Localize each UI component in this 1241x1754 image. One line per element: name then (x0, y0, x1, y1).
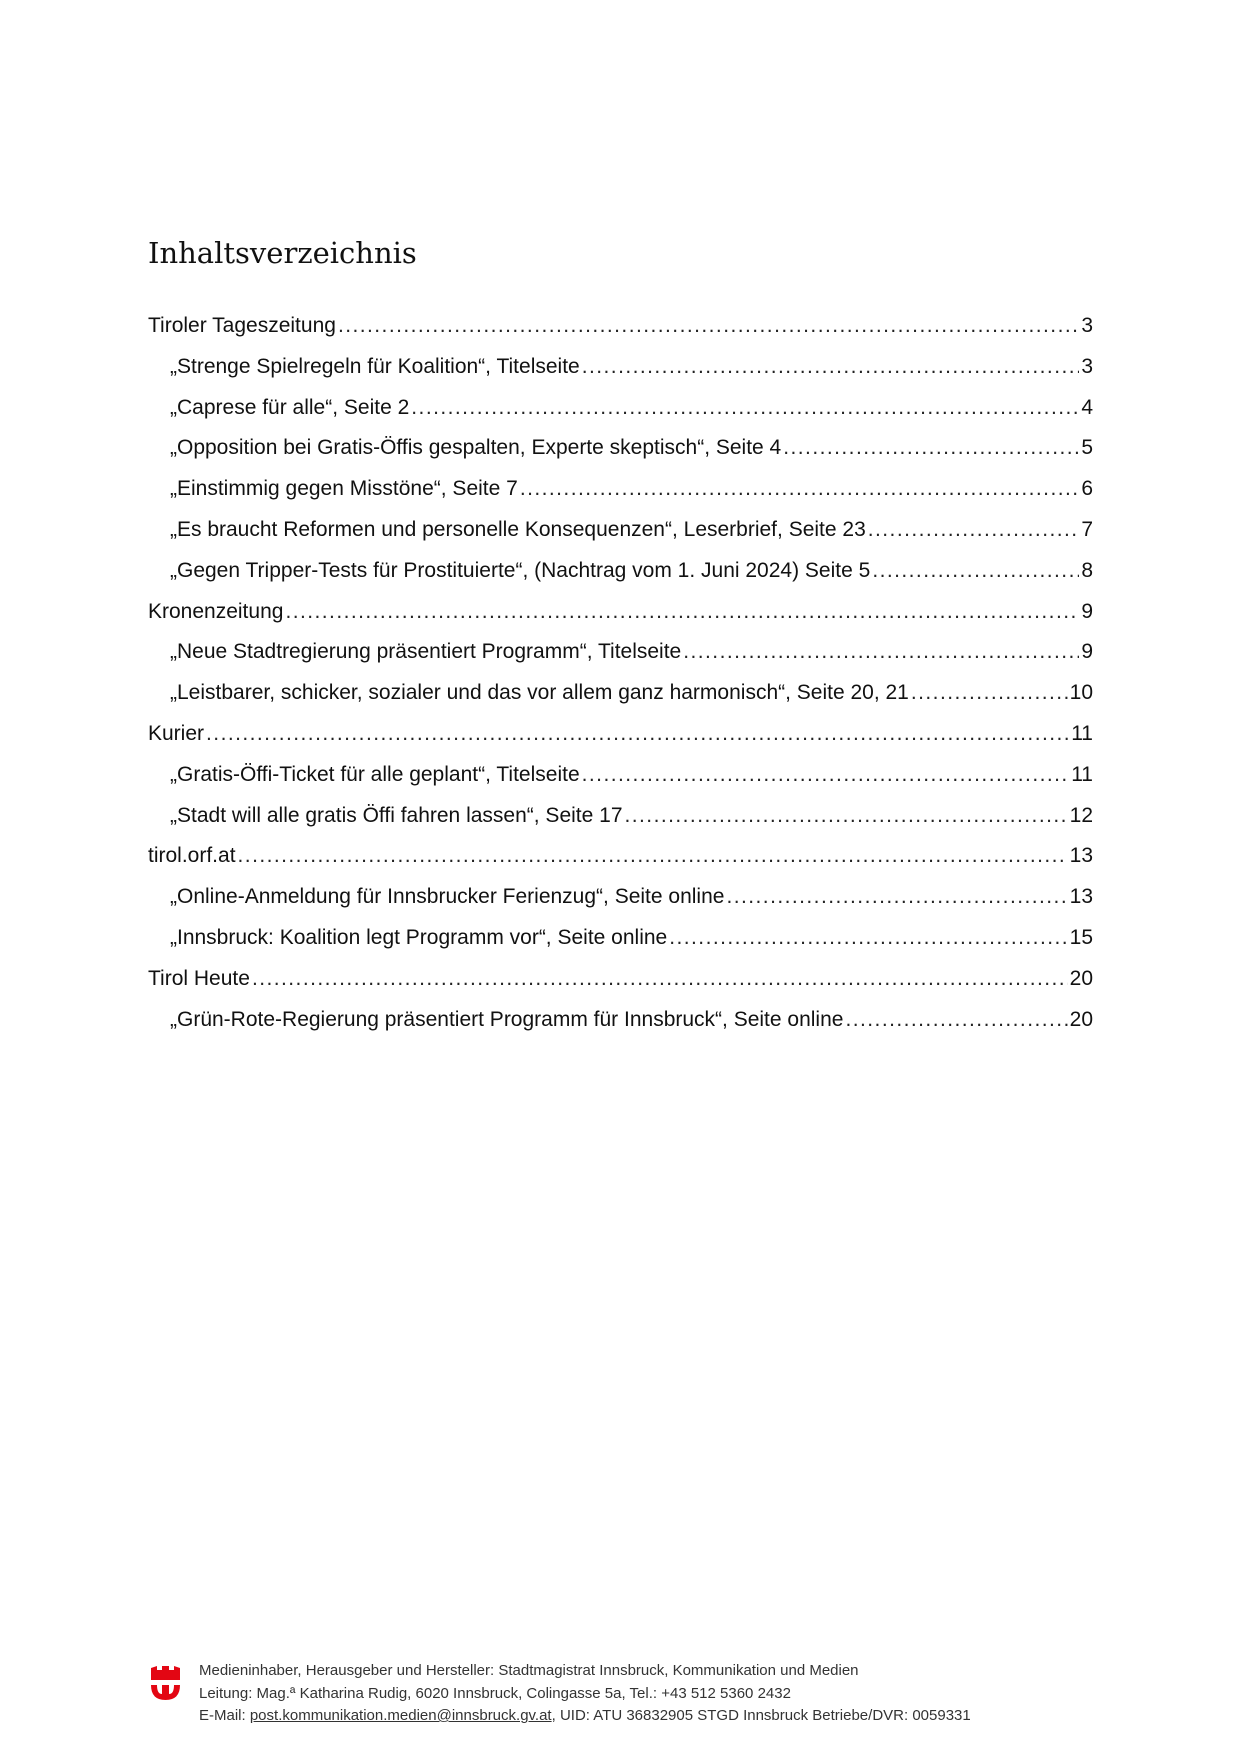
toc-leader-dots (238, 836, 1068, 877)
toc-entry-label: „Opposition bei Gratis-Öffis gespalten, Experte skeptisch“, Seite 4 (170, 436, 782, 460)
toc-leader-dots (582, 755, 1070, 796)
toc-entry-label: „Gegen Tripper-Tests für Prostituierte“, (Nachtrag vom 1. Juni 2024) Seite 5 (170, 558, 871, 582)
toc-article-entry[interactable] (148, 469, 1093, 510)
toc-article-entry[interactable] (148, 1000, 1093, 1041)
toc-entry-page: 7 (1081, 517, 1093, 541)
toc-leader-dots (911, 673, 1068, 714)
toc-entry-label: Kronenzeitung (148, 599, 284, 623)
toc-article-entry[interactable] (148, 388, 1093, 429)
toc-entry-page: 9 (1081, 640, 1093, 664)
toc-entry-page: 13 (1069, 844, 1093, 868)
toc-entry-page: 8 (1081, 558, 1093, 582)
toc-entry-label: Tirol Heute (148, 966, 250, 990)
toc-entry-label: „Neue Stadtregierung präsentiert Programm“, Titelseite (170, 640, 682, 664)
toc-entry-label: Tiroler Tageszeitung (148, 314, 336, 337)
toc-leader-dots (338, 306, 1079, 347)
toc-entry-label: „Leistbarer, schicker, sozialer und das vor allem ganz harmonisch“, Seite 20, 21 (170, 681, 909, 705)
footer-publisher: Medieninhaber, Herausgeber und Hersteller: Stadtmagistrat Innsbruck, Kommunikation und Medien (199, 1662, 859, 1679)
toc-leader-dots (582, 347, 1080, 388)
page-title: Inhaltsverzeichnis (148, 236, 417, 270)
toc-leader-dots (726, 877, 1067, 918)
toc-entry-page: 9 (1081, 599, 1093, 623)
toc-entry-page: 20 (1069, 1007, 1093, 1031)
footer-contact: E-Mail: post.kommunikation.medien@innsbruck.gv.at, UID: ATU 36832905 STGD Innsbruck Betriebe/DVR: 0059331 (199, 1707, 971, 1724)
toc-entry-page: 3 (1081, 314, 1093, 337)
toc-leader-dots (252, 959, 1068, 1000)
toc-leader-dots (872, 551, 1079, 592)
toc-entry-page: 4 (1081, 395, 1093, 419)
toc-leader-dots (206, 714, 1069, 755)
toc-entry-page: 5 (1081, 436, 1093, 460)
toc-entry-page: 6 (1081, 477, 1093, 501)
toc-entry-label: „Gratis-Öffi-Ticket für alle geplant“, Titelseite (170, 762, 580, 786)
toc-article-entry[interactable] (148, 796, 1093, 837)
toc-entry-label: „Caprese für alle“, Seite 2 (170, 395, 410, 419)
toc-leader-dots (520, 469, 1080, 510)
toc-article-entry[interactable] (148, 877, 1093, 918)
toc-entry-page: 12 (1069, 803, 1093, 827)
toc-section-entry[interactable] (148, 959, 1093, 1000)
toc-entry-label: „Grün-Rote-Regierung präsentiert Programm für Innsbruck“, Seite online (170, 1007, 844, 1031)
toc-entry-page: 15 (1069, 925, 1093, 949)
toc-article-entry[interactable] (148, 755, 1093, 796)
toc-article-entry[interactable] (148, 347, 1093, 388)
toc-section-entry[interactable] (148, 592, 1093, 633)
toc-section-entry[interactable] (148, 836, 1093, 877)
toc-leader-dots (669, 918, 1067, 959)
toc-article-entry[interactable] (148, 551, 1093, 592)
toc-entry-label: „Innsbruck: Koalition legt Programm vor“, Seite online (170, 925, 668, 949)
toc-article-entry[interactable] (148, 673, 1093, 714)
toc-leader-dots (868, 510, 1080, 551)
email-link[interactable]: post.kommunikation.medien@innsbruck.gv.at (249, 1707, 552, 1724)
innsbruck-logo-icon (151, 1666, 180, 1700)
toc-section-entry[interactable] (148, 306, 1093, 347)
toc-article-entry[interactable] (148, 632, 1093, 673)
toc-entry-page: 11 (1071, 721, 1093, 745)
toc-entry-page: 13 (1069, 885, 1093, 909)
toc-entry-label: tirol.orf.at (148, 844, 236, 868)
toc-entry-label: Kurier (148, 721, 205, 745)
toc-article-entry[interactable] (148, 510, 1093, 551)
table-of-contents (148, 306, 1093, 1040)
toc-entry-page: 20 (1069, 966, 1093, 990)
toc-entry-label: „Stadt will alle gratis Öffi fahren lassen“, Seite 17 (170, 803, 623, 827)
toc-leader-dots (783, 428, 1079, 469)
toc-leader-dots (285, 592, 1079, 633)
toc-entry-label: „Online-Anmeldung für Innsbrucker Ferienzug“, Seite online (170, 885, 725, 909)
toc-leader-dots (845, 1000, 1067, 1041)
toc-entry-label: „Einstimmig gegen Misstöne“, Seite 7 (170, 477, 518, 501)
toc-entry-label: „Es braucht Reformen und personelle Konsequenzen“, Leserbrief, Seite 23 (170, 517, 866, 541)
toc-article-entry[interactable] (148, 428, 1093, 469)
toc-leader-dots (411, 388, 1079, 429)
toc-article-entry[interactable] (148, 918, 1093, 959)
toc-entry-page: 3 (1081, 354, 1093, 378)
toc-section-entry[interactable] (148, 714, 1093, 755)
toc-leader-dots (683, 632, 1079, 673)
toc-entry-label: „Strenge Spielregeln für Koalition“, Titelseite (170, 354, 580, 378)
footer-management: Leitung: Mag.ª Katharina Rudig, 6020 Innsbruck, Colingasse 5a, Tel.: +43 512 5360 2432 (199, 1684, 791, 1702)
toc-entry-page: 11 (1071, 762, 1093, 786)
toc-entry-page: 10 (1069, 681, 1093, 705)
toc-leader-dots (625, 796, 1068, 837)
